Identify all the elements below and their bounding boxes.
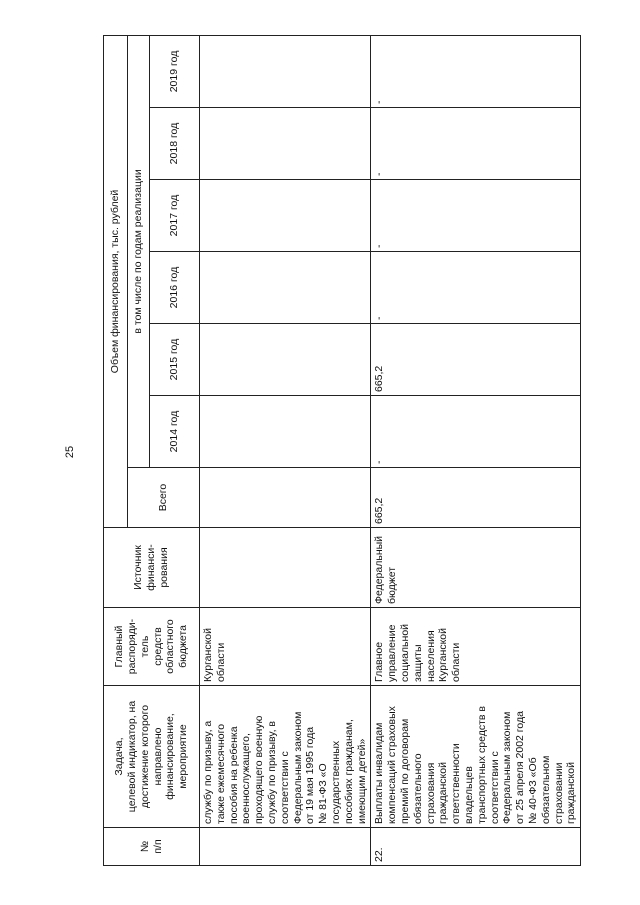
- row-year-2018: [200, 108, 371, 180]
- page-number: 25: [64, 445, 77, 459]
- header-total: Всего: [128, 468, 200, 528]
- table-row: [371, 35, 581, 865]
- row-main-manager: Курганской области: [200, 608, 371, 686]
- row-year-2017: [200, 180, 371, 252]
- row-source: Федеральный бюджет: [371, 528, 581, 608]
- header-by-years: в том числе по годам реализации: [128, 35, 150, 467]
- row-num: 22.: [371, 828, 581, 866]
- row-task: службу по призыву, а также ежемесячного пособия на ребенка военнослужащего, проходящего военную службу по призыву, в соответствии с Федеральным законом от 19 мая 1995 года № 81-ФЗ «О государственных пособиях гражданам, имеющим детей»: [200, 686, 371, 828]
- header-year-2016: 2016 год: [150, 252, 200, 324]
- row-num: [200, 828, 371, 866]
- row-year-2016: [200, 252, 371, 324]
- row-task: Выплаты инвалидам компенсаций страховых премий по договорам обязательного страхования гражданской ответственности владельцев транспортных средств в соответствии с Федеральным законом от 25 апреля 2002 года № 40-ФЗ «Об обязательном страховании гражданской: [371, 686, 581, 828]
- row-year-2016: -: [371, 252, 581, 324]
- header-main-manager: Главный распоряди- тель средств областного бюджета: [104, 608, 200, 686]
- row-year-2017: -: [371, 180, 581, 252]
- table-row: [200, 35, 371, 865]
- row-source: [200, 528, 371, 608]
- header-year-2017: 2017 год: [150, 180, 200, 252]
- row-main-manager: Главное управление социальной защиты населения Курганской области: [371, 608, 581, 686]
- row-total: [200, 468, 371, 528]
- row-year-2018: -: [371, 108, 581, 180]
- row-total: 665,2: [371, 468, 581, 528]
- header-num: № п/п: [104, 828, 200, 866]
- row-year-2014: [200, 396, 371, 468]
- rotated-table-container: [103, 36, 578, 866]
- header-year-2014: 2014 год: [150, 396, 200, 468]
- financing-table: [103, 35, 581, 866]
- row-year-2015: 665,2: [371, 324, 581, 396]
- header-year-2018: 2018 год: [150, 108, 200, 180]
- header-volume: Объем финансирования, тыс. рублей: [104, 35, 128, 527]
- header-source: Источник финанси- рования: [104, 528, 200, 608]
- header-year-2015: 2015 год: [150, 324, 200, 396]
- row-year-2015: [200, 324, 371, 396]
- header-task: Задача, целевой индикатор, на достижение которого направлено финансирование, мероприятие: [104, 686, 200, 828]
- row-year-2019: [200, 35, 371, 107]
- row-year-2019: -: [371, 35, 581, 107]
- row-year-2014: -: [371, 396, 581, 468]
- header-year-2019: 2019 год: [150, 35, 200, 107]
